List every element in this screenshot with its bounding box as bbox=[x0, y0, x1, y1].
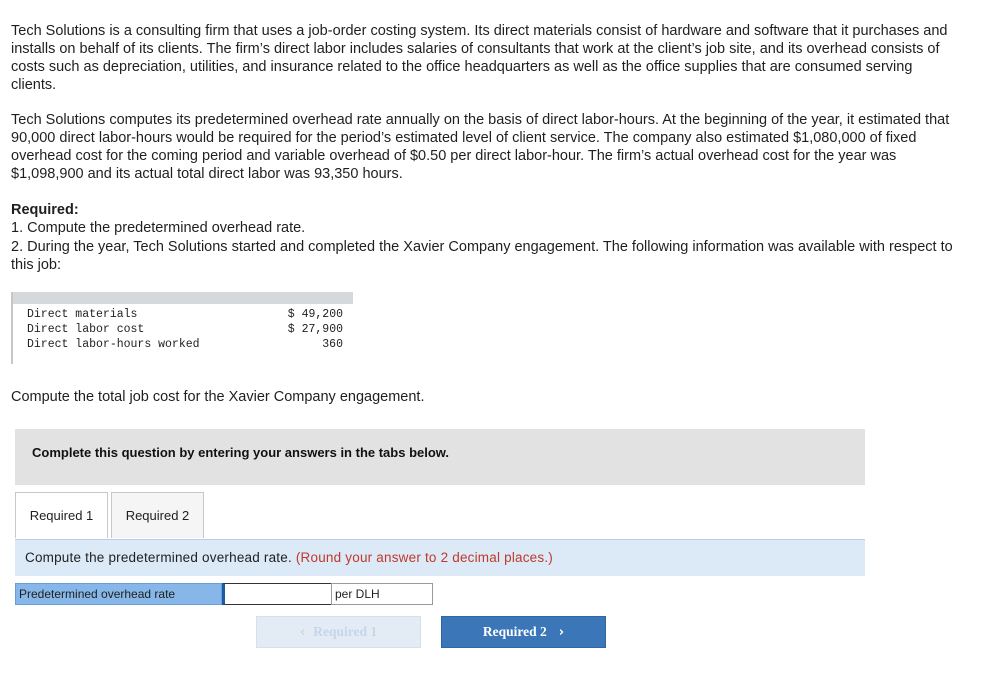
required-item-2: 2. During the year, Tech Solutions started and completed the Xavier Company engagement. The following information was available with respect to this job: bbox=[11, 239, 953, 273]
problem-paragraph-2: Tech Solutions computes its predetermined overhead rate annually on the basis of direct labor-hours. At the beginning of the year, it estimated that 90,000 direct labor-hours would be required for the period’s estimated level of client service. The company also estimated $1,080,000 of fixed overhead cost for the coming period and variable overhead of $0.50 per direct labor-hour. The firm’s actual overhead cost for the year was $1,098,900 and its actual total direct labor was 93,350 hours. bbox=[11, 112, 950, 182]
row-value: $ 49,200 bbox=[287, 308, 343, 321]
predetermined-rate-input[interactable] bbox=[222, 583, 332, 605]
table-row bbox=[27, 323, 353, 338]
prev-button-label: Required 1 bbox=[313, 624, 378, 639]
next-required-button[interactable] bbox=[441, 616, 606, 648]
table-row bbox=[27, 338, 353, 353]
question-hint: (Round your answer to 2 decimal places.) bbox=[295, 550, 553, 565]
question-text bbox=[25, 550, 553, 565]
tab-required-2[interactable] bbox=[111, 492, 204, 538]
row-value: 360 bbox=[322, 338, 343, 351]
row-label: Direct materials bbox=[27, 308, 138, 321]
job-data-table bbox=[11, 292, 353, 364]
required-item-1: 1. Compute the predetermined overhead rate. bbox=[11, 220, 306, 236]
tab-label: Required 2 bbox=[125, 508, 190, 523]
answer-label: Predetermined overhead rate bbox=[15, 583, 222, 605]
chevron-left-icon: ‹ bbox=[299, 624, 306, 640]
row-label: Direct labor cost bbox=[27, 323, 145, 336]
answer-unit: per DLH bbox=[331, 583, 433, 605]
next-button-label: Required 2 bbox=[482, 624, 547, 639]
tab-required-1[interactable] bbox=[15, 492, 108, 538]
row-value: $ 27,900 bbox=[287, 323, 343, 336]
row-label: Direct labor-hours worked bbox=[27, 338, 200, 351]
compute-instruction: Compute the total job cost for the Xavier Company engagement. bbox=[11, 389, 425, 405]
tab-label: Required 1 bbox=[29, 508, 94, 523]
prev-required-button[interactable] bbox=[256, 616, 421, 648]
instruction-text: Complete this question by entering your answers in the tabs below. bbox=[32, 445, 450, 460]
required-heading: Required: bbox=[11, 202, 79, 218]
problem-paragraph-1: Tech Solutions is a consulting firm that uses a job-order costing system. Its direct materials consist of hardware and software that it purchases and installs on behalf of its clients. The firm’s direct labor includes salaries of consultants that work at the client’s job site, and its overhead consists of costs such as depreciation, utilities, and insurance related to the office headquarters as well as the office supplies that are consumed serving clients. bbox=[11, 23, 948, 93]
chevron-right-icon: › bbox=[558, 624, 565, 640]
instruction-box bbox=[15, 429, 865, 485]
table-row bbox=[27, 308, 353, 323]
table-header-bar bbox=[13, 292, 353, 304]
question-band bbox=[15, 539, 865, 576]
question-prompt: Compute the predetermined overhead rate. bbox=[25, 550, 292, 565]
